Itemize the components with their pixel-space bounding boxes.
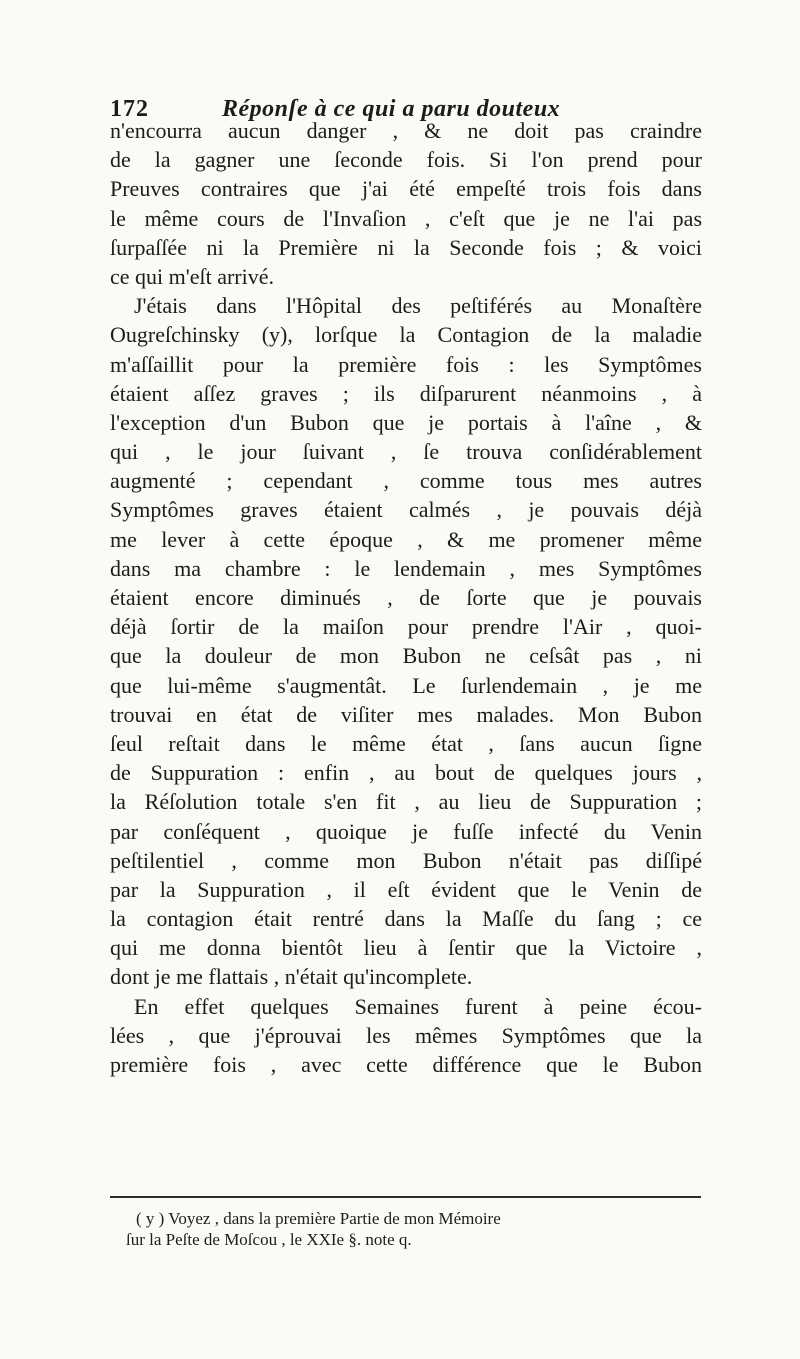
text-line: de la gagner une ſeconde fois. Si l'on prend pour — [110, 147, 702, 173]
text-line: que lui-même s'augmentât. Le ſurlendemain , je me — [110, 672, 702, 698]
text-line: ce qui m'eſt arrivé. — [110, 263, 275, 289]
text-line: Preuves contraires que j'ai été empeſté trois fois dans — [110, 176, 702, 202]
text-line: dans ma chambre : le lendemain , mes Symptômes — [110, 555, 702, 581]
text-line: Symptômes graves étaient calmés , je pouvais déjà — [110, 497, 702, 523]
text-line: qui me donna bientôt lieu à ſentir que la Victoire , — [110, 935, 702, 961]
text-line: m'aſſaillit pour la première fois : les Symptômes — [110, 351, 702, 377]
text-line: étaient aſſez graves ; ils diſparurent néanmoins , à — [110, 380, 702, 406]
footnote-rule — [110, 1196, 701, 1198]
text-line: lées , que j'éprouvai les mêmes Symptômes que la — [110, 1022, 702, 1048]
body-text — [110, 116, 702, 1079]
text-line: étaient encore diminués , de ſorte que je pouvais — [110, 585, 702, 610]
text-line: déjà ſortir de la maiſon pour prendre l'Air , quoi- — [110, 614, 702, 640]
text-line: le même cours de l'Invaſion , c'eſt que je ne l'ai pas — [110, 205, 702, 231]
text-line: trouvai en état de viſiter mes malades. Mon Bubon — [110, 701, 702, 727]
footnote — [126, 1208, 702, 1250]
footnote-line: ſur la Peſte de Moſcou , le XXIe §. note q. — [126, 1230, 412, 1249]
text-line: En effet quelques Semaines furent à peine écou- — [134, 993, 702, 1019]
text-line: par la Suppuration , il eſt évident que le Venin de — [110, 876, 702, 902]
text-line: augmenté ; cependant , comme tous mes autres — [110, 468, 702, 494]
text-line: n'encourra aucun danger , & ne doit pas craindre — [110, 118, 702, 143]
text-line: la contagion était rentré dans la Maſſe du ſang ; ce — [110, 906, 702, 932]
text-line: l'exception d'un Bubon que je portais à l'aîne , & — [110, 409, 702, 435]
text-line: qui , le jour ſuivant , ſe trouva conſidérablement — [110, 439, 702, 465]
text-line: Ougreſchinsky (y), lorſque la Contagion de la maladie — [110, 322, 702, 348]
text-line: ſeul reſtait dans le même état , ſans aucun ſigne — [110, 730, 702, 756]
text-line: ſurpaſſée ni la Première ni la Seconde fois ; & voici — [110, 234, 702, 260]
text-line: peſtilentiel , comme mon Bubon n'était pas diſſipé — [110, 847, 702, 873]
text-line: me lever à cette époque , & me promener même — [110, 526, 702, 552]
text-line: J'étais dans l'Hôpital des peſtiférés au Monaſtère — [134, 293, 702, 319]
text-line: dont je me flattais , n'était qu'incomplete. — [110, 964, 473, 990]
running-title: Réponſe à ce qui a paru douteux — [222, 96, 561, 122]
footnote-line: ( y ) Voyez , dans la première Partie de mon Mémoire — [136, 1209, 501, 1228]
page-number: 172 — [110, 96, 149, 122]
text-line: de Suppuration : enfin , au bout de quelques jours , — [110, 760, 702, 786]
text-line: que la douleur de mon Bubon ne ceſsât pas , ni — [110, 643, 702, 669]
text-line: par conſéquent , quoique je fuſſe infecté du Venin — [110, 818, 702, 844]
text-line: première fois , avec cette différence que le Bubon — [110, 1052, 702, 1077]
text-line: la Réſolution totale s'en fit , au lieu de Suppuration ; — [110, 789, 702, 815]
